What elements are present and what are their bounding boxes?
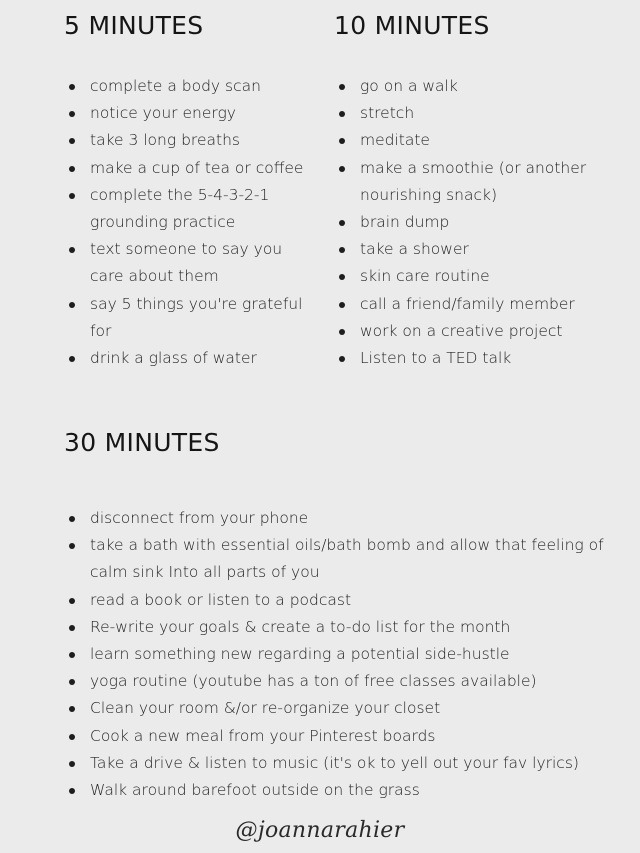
list-item (64, 777, 624, 804)
list-item-text: Clean your room &/or re-organize your closet (90, 699, 441, 718)
list-item (334, 100, 624, 127)
list-item (334, 127, 624, 154)
bullet-icon (69, 679, 75, 685)
list-item (64, 345, 314, 372)
five-minutes-section (64, 11, 314, 372)
list-item-text: read a book or listen to a podcast (90, 590, 352, 609)
list-item-text: stretch (360, 104, 415, 123)
list-item-text: work on a creative project (360, 321, 563, 340)
ten-minutes-heading: 10 MINUTES (334, 11, 490, 40)
list-item (334, 318, 624, 345)
bullet-icon (339, 84, 345, 90)
list-item-text: Walk around barefoot outside on the grass (90, 781, 420, 800)
bullet-icon (69, 598, 75, 604)
list-item (334, 263, 624, 290)
bullet-icon (69, 247, 75, 253)
list-item (334, 291, 624, 318)
bullet-icon (69, 84, 75, 90)
bullet-icon (339, 220, 345, 226)
bullet-icon (339, 302, 345, 308)
five-minutes-list (64, 73, 314, 372)
bullet-icon (69, 138, 75, 144)
list-item-text: learn something new regarding a potential side-hustle (90, 645, 510, 664)
bullet-icon (69, 734, 75, 740)
list-item (64, 641, 624, 668)
list-item (64, 127, 314, 154)
list-item-text: take 3 long breaths (90, 131, 240, 150)
bullet-icon (69, 302, 75, 308)
bullet-icon (69, 356, 75, 362)
ten-minutes-list (334, 73, 624, 372)
list-item-text: notice your energy (90, 104, 236, 123)
bullet-icon (69, 788, 75, 794)
list-item (64, 532, 624, 586)
list-item-text: yoga routine (youtube has a ton of free classes available) (90, 672, 537, 691)
thirty-minutes-list (64, 505, 624, 804)
bullet-icon (69, 193, 75, 199)
bullet-icon (69, 625, 75, 631)
list-item-text: Re-write your goals & create a to-do list for the month (90, 617, 511, 636)
list-item (64, 695, 624, 722)
bullet-icon (339, 329, 345, 335)
list-item (334, 155, 624, 209)
list-item-text: say 5 things you're grateful for (90, 294, 303, 340)
list-item-text: Cook a new meal from your Pinterest boards (90, 726, 436, 745)
list-item-text: text someone to say you care about them (90, 240, 283, 286)
list-item (64, 291, 314, 345)
list-item-text: make a smoothie (or another nourishing snack) (360, 158, 587, 204)
thirty-minutes-heading: 30 MINUTES (64, 428, 220, 457)
list-item-text: disconnect from your phone (90, 509, 309, 527)
list-item-text: complete a body scan (90, 77, 261, 95)
five-minutes-heading: 5 MINUTES (64, 11, 204, 40)
list-item-text: complete the 5-4-3-2-1 grounding practice (90, 185, 270, 232)
ten-minutes-section (334, 11, 624, 372)
list-item (64, 750, 624, 777)
list-item (334, 345, 624, 372)
list-item-text: drink a glass of water (90, 349, 257, 368)
list-item (64, 505, 624, 532)
bullet-icon (339, 247, 345, 253)
list-item-text: brain dump (360, 213, 450, 232)
author-handle: @joannarahier (235, 818, 405, 843)
list-item (334, 73, 624, 100)
bullet-icon (339, 356, 345, 362)
list-item-text: Listen to a TED talk (360, 349, 512, 368)
list-item-text: go on a walk (360, 77, 458, 95)
bullet-icon (69, 111, 75, 117)
list-item (64, 587, 624, 614)
bullet-icon (339, 166, 345, 172)
list-item (64, 182, 314, 236)
bullet-icon (69, 516, 75, 522)
bullet-icon (339, 138, 345, 144)
list-item (334, 209, 624, 236)
list-item (64, 155, 314, 182)
list-item (64, 668, 624, 695)
list-item-text: take a bath with essential oils/bath bomb and allow that feeling of calm sink Into all parts of you (90, 536, 604, 582)
bullet-icon (69, 761, 75, 767)
list-item-text: make a cup of tea or coffee (90, 158, 304, 177)
thirty-minutes-section (64, 428, 624, 804)
list-item-text: Take a drive & listen to music (it's ok to yell out your fav lyrics) (90, 753, 579, 772)
list-item (64, 236, 314, 290)
bullet-icon (69, 166, 75, 172)
list-item (64, 73, 314, 100)
bullet-icon (69, 706, 75, 712)
list-item (64, 614, 624, 641)
list-item-text: call a friend/family member (360, 294, 575, 313)
list-item (64, 723, 624, 750)
bullet-icon (69, 652, 75, 658)
list-item (334, 236, 624, 263)
list-item-text: meditate (360, 131, 430, 150)
bullet-icon (339, 111, 345, 117)
bullet-icon (69, 543, 75, 549)
list-item-text: take a shower (360, 240, 469, 259)
list-item (64, 100, 314, 127)
bullet-icon (339, 274, 345, 280)
list-item-text: skin care routine (360, 267, 490, 286)
